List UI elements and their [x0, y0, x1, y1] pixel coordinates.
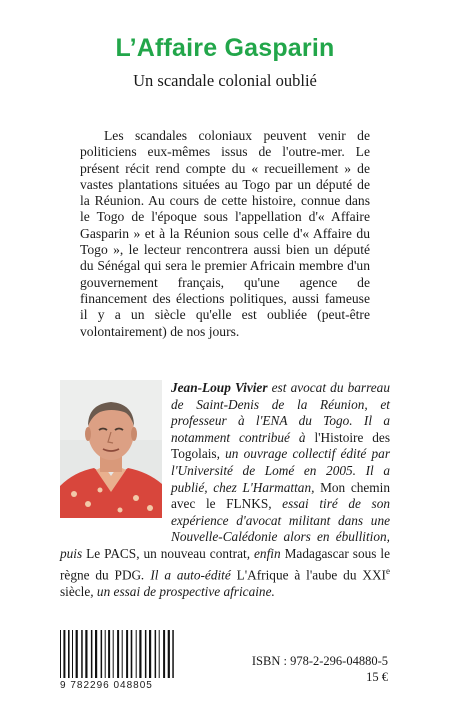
barcode-bar: [85, 630, 87, 678]
barcode-bar: [113, 630, 114, 678]
bio-text-8: Madagascar sous le règne du PDG: [60, 545, 391, 582]
barcode-bar: [60, 630, 61, 678]
barcode-bar: [172, 630, 174, 678]
barcode-bar: [108, 630, 110, 678]
barcode-bar: [122, 630, 123, 678]
barcode-bar: [159, 630, 160, 678]
barcode-bar: [81, 630, 83, 678]
barcode-bar: [105, 630, 106, 678]
book-title: L’Affaire Gasparin: [115, 34, 335, 62]
barcode-bar: [168, 630, 170, 678]
bio-text-6: Le PACS, un nouveau contrat: [86, 545, 247, 561]
bio-text-1: est avocat du barreau de Saint-Denis de la Réunion, et professeur à l'ENA du Togo. Il a notamment contribué à: [171, 380, 390, 445]
barcode-bar: [145, 630, 147, 678]
isbn-number: ISBN : 978-2-296-04880-5: [251, 654, 388, 668]
barcode-bar: [149, 630, 151, 678]
bio-text-10: L'Afrique à l'aube du XXI: [236, 566, 386, 582]
barcode-bar: [126, 630, 128, 678]
barcode-bar: [91, 630, 93, 678]
bio-superscript: e: [385, 565, 390, 576]
bio-text-3: , un ouvrage collectif édité par l'Université de Lomé en 2005. Il a publié, chez L'Harmattan,: [171, 446, 390, 495]
bio-text-9: . Il a auto-édité: [141, 566, 237, 582]
barcode: [58, 630, 208, 678]
bio-text-2: l'Histoire des Togolais: [171, 429, 391, 462]
bio-text-5: , essai tiré de son expérience d'avocat militant dans une Nouvelle-Calédonie alors en ébullition, puis: [60, 496, 391, 561]
book-subtitle: Un scandale colonial oublié: [133, 71, 317, 90]
barcode-bar: [72, 630, 73, 678]
bio-text-4: Mon chemin avec le FLNKS: [171, 479, 390, 512]
bio-text-12: , un essai de prospective africaine.: [90, 583, 275, 599]
bio-text-11: siècle: [60, 583, 91, 599]
barcode-bar: [68, 630, 70, 678]
back-cover-summary: Les scandales coloniaux peuvent venir de politiciens eux-mêmes issus de l'outre-mer. Le présent récit rend compte du « recueillement » de vastes plantations situées au Togo par un député de la Réunion. Au cours de cette histoire, connue dans le Togo de l'époque sous l'appellation d'« Affaire Gasparin » et à la Réunion sous celle d'« Affaire du Togo », le lecteur rencontrera aussi bien un député du Sénégal qui sera le premier Africain membre d'un gouvernement français, qu'une agence de financement des élections politiques, aussi fameuse il y a un siècle qu'elle est oubliée (peut-être volontairement) de nos jours.: [80, 128, 370, 339]
barcode-bar: [63, 630, 65, 678]
barcode-bar: [139, 630, 141, 678]
barcode-bar: [136, 630, 137, 678]
barcode-bar: [101, 630, 103, 678]
barcode-bar: [76, 630, 78, 678]
barcode-bar: [117, 630, 119, 678]
author-photo: [60, 380, 162, 518]
barcode-bar: [95, 630, 97, 678]
author-name: Jean-Loup Vivier: [171, 380, 268, 395]
bio-text-7: , enfin: [246, 545, 285, 561]
author-portrait-icon: [60, 380, 162, 518]
barcode-bar: [131, 630, 133, 678]
book-price: 15 €: [366, 670, 388, 684]
barcode-bar: [155, 630, 157, 678]
barcode-digits: 9 782296 048805: [60, 680, 153, 691]
barcode-bar: [163, 630, 165, 678]
